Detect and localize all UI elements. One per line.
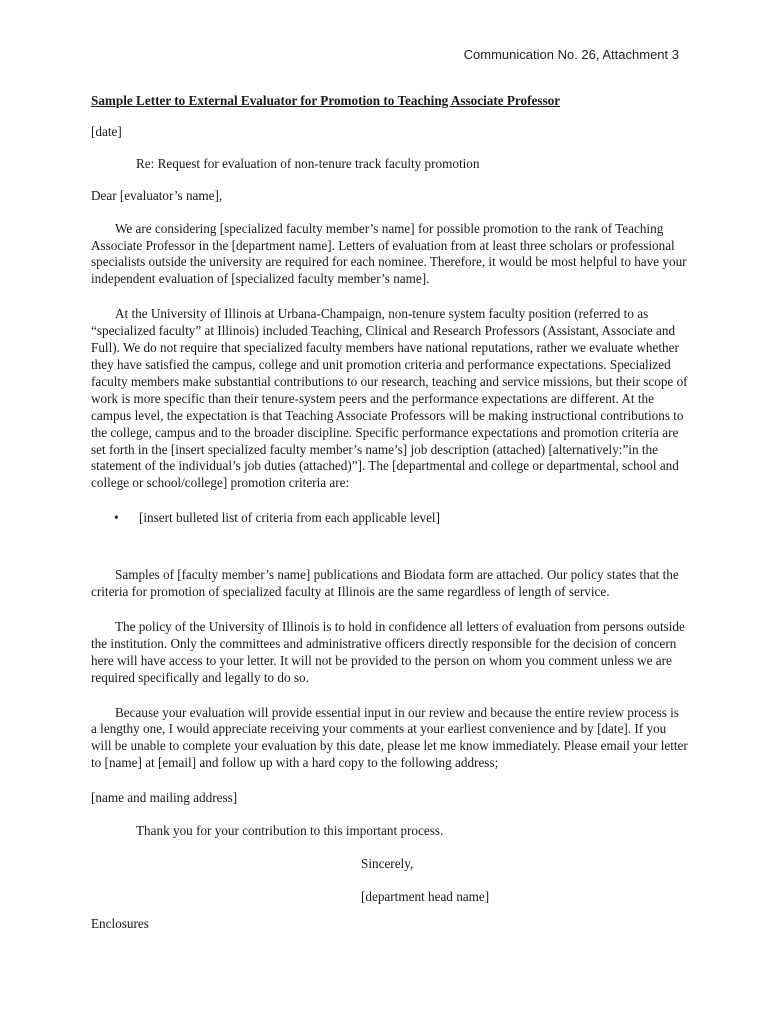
address-placeholder: [name and mailing address] xyxy=(91,790,238,806)
criteria-list xyxy=(91,510,688,527)
paragraph-deadline: Because your evaluation will provide essential input in our review and because the entire review process is a lengthy one, I would appreciate receiving your comments at your earliest convenience and by [date]. If you will be unable to complete your evaluation by this date, please let me know immediately. Please email your letter to [name] at [email] and follow up with a hard copy to the following address; xyxy=(91,704,688,771)
paragraph-context: At the University of Illinois at Urbana-Champaign, non-tenure system faculty position (referred to as “specialized faculty” at Illinois) included Teaching, Clinical and Research Professors (Assistant, Associate and Full). We do not require that specialized faculty members have national reputations, rather we evaluate whether they have satisfied the campus, college and unit promotion criteria and performance expectations. Specialized faculty members make substantial contributions to our research, teaching and service missions, but their scope of work is more specific than their tenure-system peers and the performance expectations are different. At the campus level, the expectation is that Teaching Associate Professors will be making instructional contributions to the college, campus and to the broader discipline. Specific performance expectations and promotion criteria are set forth in the [insert specialized faculty member’s name’s] job description (attached) [alternatively:”in the statement of the individual’s job duties (attached)”]. The [departmental and college or departmental, school and college or school/college] promotion criteria are: xyxy=(91,306,688,491)
salutation: Dear [evaluator’s name], xyxy=(91,187,223,203)
closing: Sincerely, xyxy=(361,856,414,871)
date-placeholder: [date] xyxy=(91,123,122,139)
bullet-icon: • xyxy=(114,510,119,526)
subject-line: Re: Request for evaluation of non-tenure track faculty promotion xyxy=(136,155,480,171)
paragraph-samples: Samples of [faculty member’s name] publications and Biodata form are attached. Our policy states that the criteria for promotion of specialized faculty at Illinois are the same regardless of length of service. xyxy=(91,567,679,600)
letter-title: Sample Letter to External Evaluator for Promotion to Teaching Associate Professor xyxy=(91,93,561,108)
document-reference: Communication No. 26, Attachment 3 xyxy=(463,47,679,62)
thanks-line: Thank you for your contribution to this important process. xyxy=(136,823,444,839)
enclosures-label: Enclosures xyxy=(91,915,149,931)
list-item xyxy=(91,510,688,527)
paragraph-confidentiality: The policy of the University of Illinois is to hold in confidence all letters of evaluation from persons outside the institution. Only the committees and administrative officers directly responsible for the decision of concern here will have access to your letter. It will not be provided to the person on whom you comment unless we are required specifically and legally to do so. xyxy=(91,618,685,685)
paragraph-introduction: We are considering [specialized faculty member’s name] for possible promotion to the rank of Teaching Associate Professor in the [department name]. Letters of evaluation from at least three scholars or professional specialists outside the university are required for each nominee. Therefore, it would be most helpful to have your independent evaluation of [specialized faculty member’s name]. xyxy=(91,220,687,287)
signature-placeholder: [department head name] xyxy=(361,888,490,904)
list-item-text: [insert bulleted list of criteria from each applicable level] xyxy=(139,510,440,526)
letter-body xyxy=(91,93,688,933)
